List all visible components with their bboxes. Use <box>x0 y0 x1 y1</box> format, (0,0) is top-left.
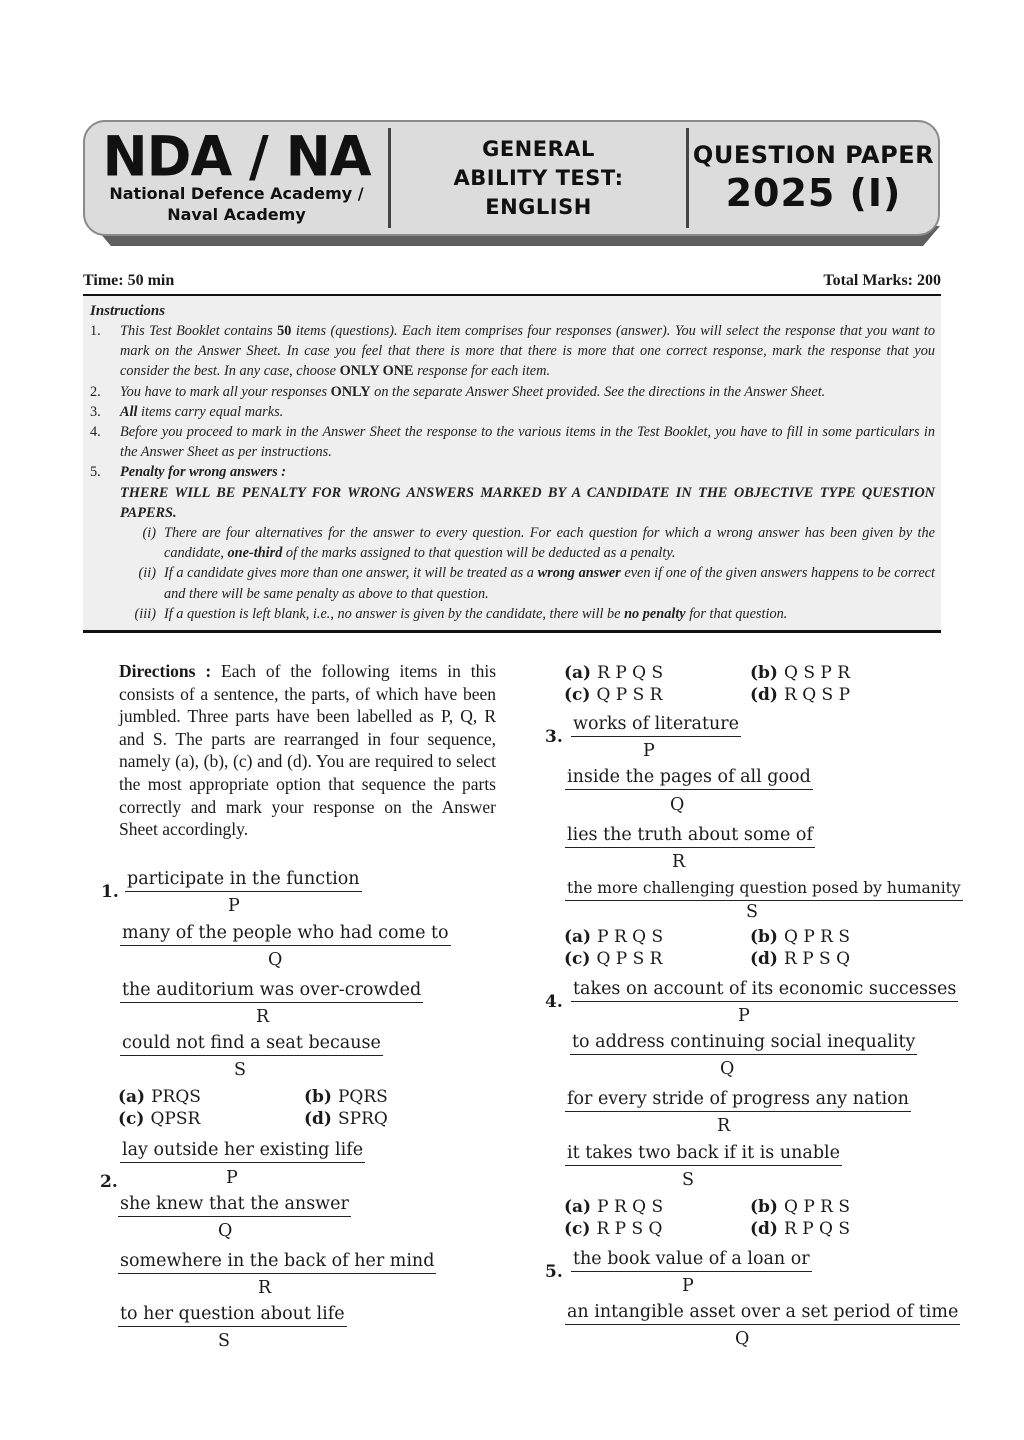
part-s: could not find a seat because <box>120 1033 383 1056</box>
exam-title-block <box>85 122 388 234</box>
part-p: the book value of a loan or <box>571 1249 812 1272</box>
option-b[interactable]: (b) Q S P R <box>750 663 851 683</box>
paper-year: 2025 (I) <box>725 171 902 215</box>
time-label: Time: 50 min <box>83 272 175 289</box>
part-s: to her question about life <box>118 1304 347 1327</box>
penalty-sub-item: (iii) If a question is left blank, i.e., no answer is given by the candidate, there will be no penalty for that question. <box>134 605 788 622</box>
subject-line1: GENERAL <box>482 136 595 161</box>
part-q: inside the pages of all good <box>565 767 813 790</box>
option-b[interactable]: (b) Q P R S <box>750 1197 851 1217</box>
exam-title: NDA / NA <box>102 124 371 189</box>
penalty-sub-item: (i) There are four alternatives for the answer to every question. For each question for which a wrong answer has been given by the candidate, one-third of the marks assigned to that question will be deducted as a penalty. <box>142 525 935 562</box>
option-b[interactable]: (b) Q P R S <box>750 927 851 947</box>
option-c[interactable]: (c) Q P S R <box>564 685 663 705</box>
part-p: participate in the function <box>125 869 362 892</box>
option-c[interactable]: (c) Q P S R <box>564 949 663 969</box>
option-a[interactable]: (a) P R Q S <box>564 927 664 947</box>
options-grid <box>564 1196 940 1240</box>
instructions-list <box>90 321 935 624</box>
part-r: the auditorium was over-crowded <box>120 980 423 1003</box>
paper-label: QUESTION PAPER <box>692 141 935 169</box>
penalty-sub-item: (ii) If a candidate gives more than one answer, it will be treated as a wrong answer even if one of the given answers happens to be correct and there will be same penalty as above to that question. <box>138 565 936 602</box>
question-number: 5. <box>545 1262 563 1282</box>
option-d[interactable]: (d) R P Q S <box>750 1219 851 1239</box>
part-q: an intangible asset over a set period of time <box>565 1302 960 1325</box>
options-grid <box>564 662 940 706</box>
part-p: takes on account of its economic successes <box>571 979 958 1002</box>
paper-block <box>689 122 938 234</box>
option-d[interactable]: (d) SPRQ <box>304 1109 388 1129</box>
instruction-item: 3. All items carry equal marks. <box>90 403 284 420</box>
part-q: she knew that the answer <box>118 1194 351 1217</box>
part-r: somewhere in the back of her mind <box>118 1251 436 1274</box>
question-number: 3. <box>545 727 563 747</box>
exam-subtitle-line1: National Defence Academy / <box>109 184 364 203</box>
option-a[interactable]: (a) P R Q S <box>564 1197 664 1217</box>
options-grid <box>118 1086 494 1130</box>
part-r: lies the truth about some of <box>565 825 815 848</box>
options-grid <box>564 926 940 970</box>
subject-line3: ENGLISH <box>485 194 592 219</box>
directions-text: Directions : Each of the following items in this consists of a sentence, the parts, of which have been jumbled. Three parts have been labelled as P, Q, R and S. The parts are rearranged in four sequence, namely (a), (b), (c) and (d). You are required to select the most appropriate option that sequence the parts correctly and mark your response on the Answer Sheet accordingly. <box>119 661 497 840</box>
option-c[interactable]: (c) R P S Q <box>564 1219 663 1239</box>
subject-line2: ABILITY TEST: <box>453 165 624 190</box>
subject-block <box>391 122 686 234</box>
meta-row <box>83 272 941 290</box>
option-b[interactable]: (b) PQRS <box>304 1087 388 1107</box>
option-a[interactable]: (a) PRQS <box>118 1087 201 1107</box>
instruction-item: 4. Before you proceed to mark in the Answer Sheet the response to the various items in the Test Booklet, you have to fill in some particulars in the Answer Sheet as per instructions. <box>90 424 935 461</box>
part-p: lay outside her existing life <box>120 1140 365 1163</box>
question-number: 1. <box>101 882 119 902</box>
divider-rule <box>83 630 941 633</box>
part-q: many of the people who had come to <box>120 923 451 946</box>
instruction-item: 1. This Test Booklet contains 50 items (questions). Each item comprises four responses (answer). You will select the response that you want to mark on the Answer Sheet. In case you feel that there is more that there is more that one correct response, mark the response that you consider the best. In any case, choose ONLY ONE response for each item. <box>90 323 935 380</box>
exam-subtitle-line2: Naval Academy <box>167 205 306 224</box>
instructions-box <box>83 296 941 630</box>
part-s: it takes two back if it is unable <box>565 1143 842 1166</box>
part-r: for every stride of progress any nation <box>565 1089 911 1112</box>
instructions-heading: Instructions <box>90 303 166 319</box>
instruction-item: 5. Penalty for wrong answers : THERE WILL BE PENALTY FOR WRONG ANSWERS MARKED BY A CANDIDATE IN THE OBJECTIVE TYPE QUESTION PAPERS. <box>90 464 935 521</box>
question-number: 4. <box>545 992 563 1012</box>
option-c[interactable]: (c) QPSR <box>118 1109 201 1129</box>
part-s: the more challenging question posed by humanity <box>565 878 963 901</box>
left-column <box>119 660 496 841</box>
question-number: 2. <box>100 1172 118 1192</box>
penalty-heading: Penalty for wrong answers : <box>120 464 287 481</box>
header-banner <box>83 120 940 236</box>
option-d[interactable]: (d) R Q S P <box>750 685 851 705</box>
instruction-item: 2. You have to mark all your responses ONLY on the separate Answer Sheet provided. See the directions in the Answer Sheet. <box>90 383 826 400</box>
option-d[interactable]: (d) R P S Q <box>750 949 851 969</box>
option-a[interactable]: (a) R P Q S <box>564 663 664 683</box>
part-q: to address continuing social inequality <box>570 1032 917 1055</box>
penalty-warning: THERE WILL BE PENALTY FOR WRONG ANSWERS MARKED BY A CANDIDATE IN THE OBJECTIVE TYPE QUESTION PAPERS. <box>120 484 935 521</box>
total-marks-label: Total Marks: 200 <box>823 272 941 289</box>
part-p: works of literature <box>571 714 741 737</box>
